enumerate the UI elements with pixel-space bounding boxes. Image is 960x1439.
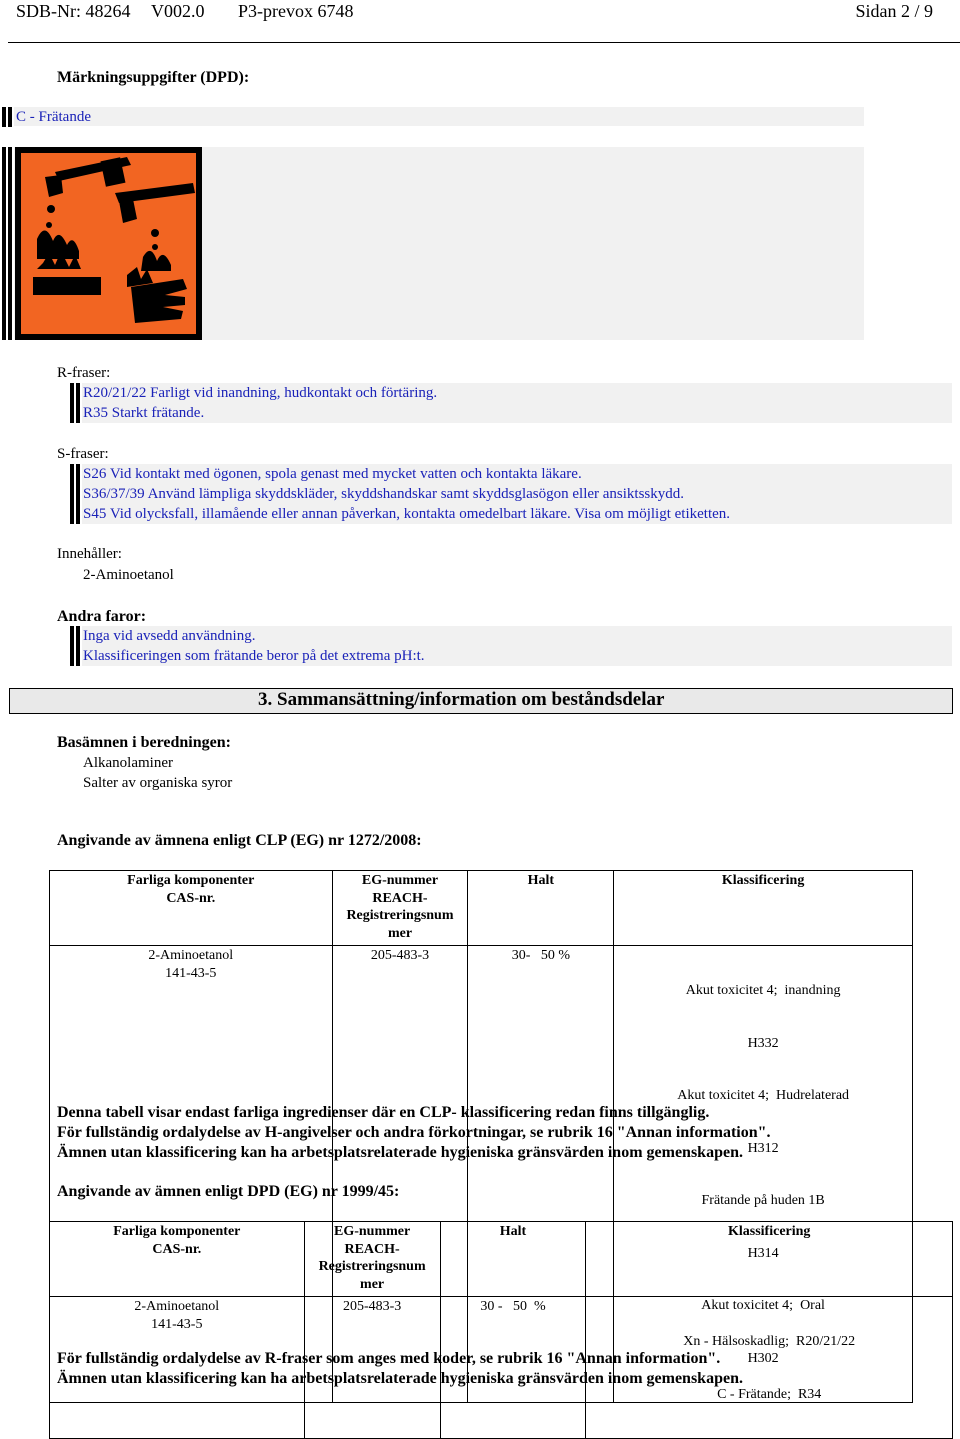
clp-header-amount	[468, 871, 614, 946]
header-line: mer	[387, 925, 413, 941]
header-line: REACH-	[344, 1241, 400, 1257]
other-hazards-label: Andra faror:	[57, 608, 147, 625]
cell-line: H314	[747, 1245, 779, 1261]
base-substance-item: Alkanolaminer	[83, 755, 173, 771]
cell-line: 2-Aminoetanol	[148, 948, 234, 963]
cell-line: 30 - 50 %	[480, 1299, 546, 1314]
document-id: SDB-Nr: 48264	[16, 1, 131, 21]
r-phrase-item: R20/21/22 Farligt vid inandning, hudkontakt och förtäring.	[83, 385, 438, 401]
change-marker	[2, 147, 6, 340]
change-marker	[8, 107, 12, 127]
header-line: Klassificering	[727, 1224, 811, 1239]
change-marker	[76, 383, 80, 423]
page-number: Sidan 2 / 9	[855, 1, 933, 21]
header-line: Registreringsnum	[346, 908, 454, 923]
hazard-class-band	[14, 107, 864, 126]
section-3-title: 3. Sammansättning/information om beståndsdelar	[258, 689, 665, 710]
change-marker	[70, 383, 74, 423]
clp-header-ec	[332, 871, 468, 946]
change-marker	[76, 626, 80, 666]
header-line: Registreringsnum	[318, 1259, 426, 1274]
dpd-header-classification	[586, 1222, 953, 1297]
clp-note: För fullständig ordalydelse av H-angivelser och andra förkortningar, se rubrik 16 "Annan information".	[57, 1124, 771, 1141]
cell-line: H302	[747, 1350, 779, 1366]
hazard-class-text: C - Frätande	[16, 109, 91, 125]
corrosive-pictogram-icon	[15, 147, 202, 340]
header-line: Halt	[499, 1224, 527, 1239]
header-line: Farliga komponenter	[113, 1224, 241, 1239]
dpd-header-ec	[304, 1222, 440, 1297]
cell-line: H332	[747, 1035, 779, 1051]
header-line: Farliga komponenter	[127, 873, 255, 888]
document-version: V002.0	[151, 1, 205, 21]
contains-value: 2-Aminoetanol	[83, 567, 174, 583]
change-marker	[70, 626, 74, 666]
cell-line: Akut toxicitet 4; inandning	[685, 983, 841, 998]
cell-line: H312	[747, 1140, 779, 1156]
base-substances-label: Basämnen i beredningen:	[57, 734, 231, 751]
cell-line: Akut toxicitet 4; Oral	[701, 1298, 825, 1313]
s-phrases-label: S-fraser:	[57, 446, 109, 462]
clp-header-component	[50, 871, 333, 946]
r-phrase-item: R35 Starkt frätande.	[83, 405, 205, 421]
dpd-table	[49, 1221, 953, 1439]
dpd-header-component	[50, 1222, 305, 1297]
header-line: CAS-nr.	[152, 1241, 202, 1257]
cell-line: 30- 50 %	[511, 948, 571, 963]
cell-line: C - Frätande; R34	[717, 1386, 822, 1402]
s-phrase-item: S45 Vid olycksfall, illamående eller annan påverkan, kontakta omedelbart läkare. Visa om möjligt etiketten.	[83, 506, 731, 522]
dpd-header-amount	[440, 1222, 586, 1297]
product-name: P3-prevox 6748	[238, 1, 354, 21]
change-marker	[76, 464, 80, 524]
cell-line: 2-Aminoetanol	[134, 1299, 220, 1314]
other-hazard-item: Klassificeringen som frätande beror på det extrema pH:t.	[83, 648, 425, 664]
s-phrase-item: S36/37/39 Använd lämpliga skyddskläder, skyddshandskar samt skyddsglasögon eller ansiktsskydd.	[83, 486, 685, 502]
clp-table-header-row	[50, 871, 913, 946]
labelling-title: Märkningsuppgifter (DPD):	[57, 69, 250, 86]
cell-line: 141-43-5	[151, 1316, 203, 1332]
cell-line: 205-483-3	[342, 1299, 402, 1314]
cell-line: Frätande på huden 1B	[701, 1193, 825, 1208]
clp-note: Ämnen utan klassificering kan ha arbetsplatsrelaterade hygieniska gränsvärden inom gemenskapen.	[57, 1144, 743, 1161]
header-line: mer	[360, 1276, 385, 1292]
r-phrases-label: R-fraser:	[57, 365, 111, 381]
header-line: REACH-	[372, 890, 428, 906]
dpd-note: Ämnen utan klassificering kan ha arbetsplatsrelaterade hygieniska gränsvärden inom gemenskapen.	[57, 1370, 743, 1387]
other-hazard-item: Inga vid avsedd användning.	[83, 628, 256, 644]
header-line: EG-nummer	[361, 873, 439, 888]
contains-label: Innehåller:	[57, 546, 122, 562]
header-line: EG-nummer	[333, 1224, 411, 1239]
change-marker	[70, 464, 74, 524]
header-line: Klassificering	[721, 873, 805, 888]
change-marker	[8, 147, 12, 340]
base-substance-item: Salter av organiska syror	[83, 775, 233, 791]
dpd-title: Angivande av ämnen enligt DPD (EG) nr 1999/45:	[57, 1183, 400, 1200]
clp-note: Denna tabell visar endast farliga ingredienser där en CLP- klassificering redan finns tillgänglig.	[57, 1104, 710, 1121]
header-line: CAS-nr.	[166, 890, 216, 906]
header-divider	[8, 42, 960, 43]
cell-line: Xn - Hälsoskadlig; R20/21/22	[683, 1334, 856, 1349]
s-phrase-item: S26 Vid kontakt med ögonen, spola genast med mycket vatten och kontakta läkare.	[83, 466, 582, 482]
cell-line: Akut toxicitet 4; Hudrelaterad	[677, 1088, 850, 1103]
clp-title: Angivande av ämnena enligt CLP (EG) nr 1272/2008:	[57, 832, 422, 849]
cell-line: 205-483-3	[370, 948, 430, 963]
dpd-table-header-row	[50, 1222, 953, 1297]
cell-line: 141-43-5	[165, 965, 217, 981]
change-marker	[2, 107, 6, 127]
dpd-note: För fullständig ordalydelse av R-fraser som anges med koder, se rubrik 16 "Annan information".	[57, 1350, 721, 1367]
header-line: Halt	[527, 873, 555, 888]
clp-header-classification	[614, 871, 913, 946]
